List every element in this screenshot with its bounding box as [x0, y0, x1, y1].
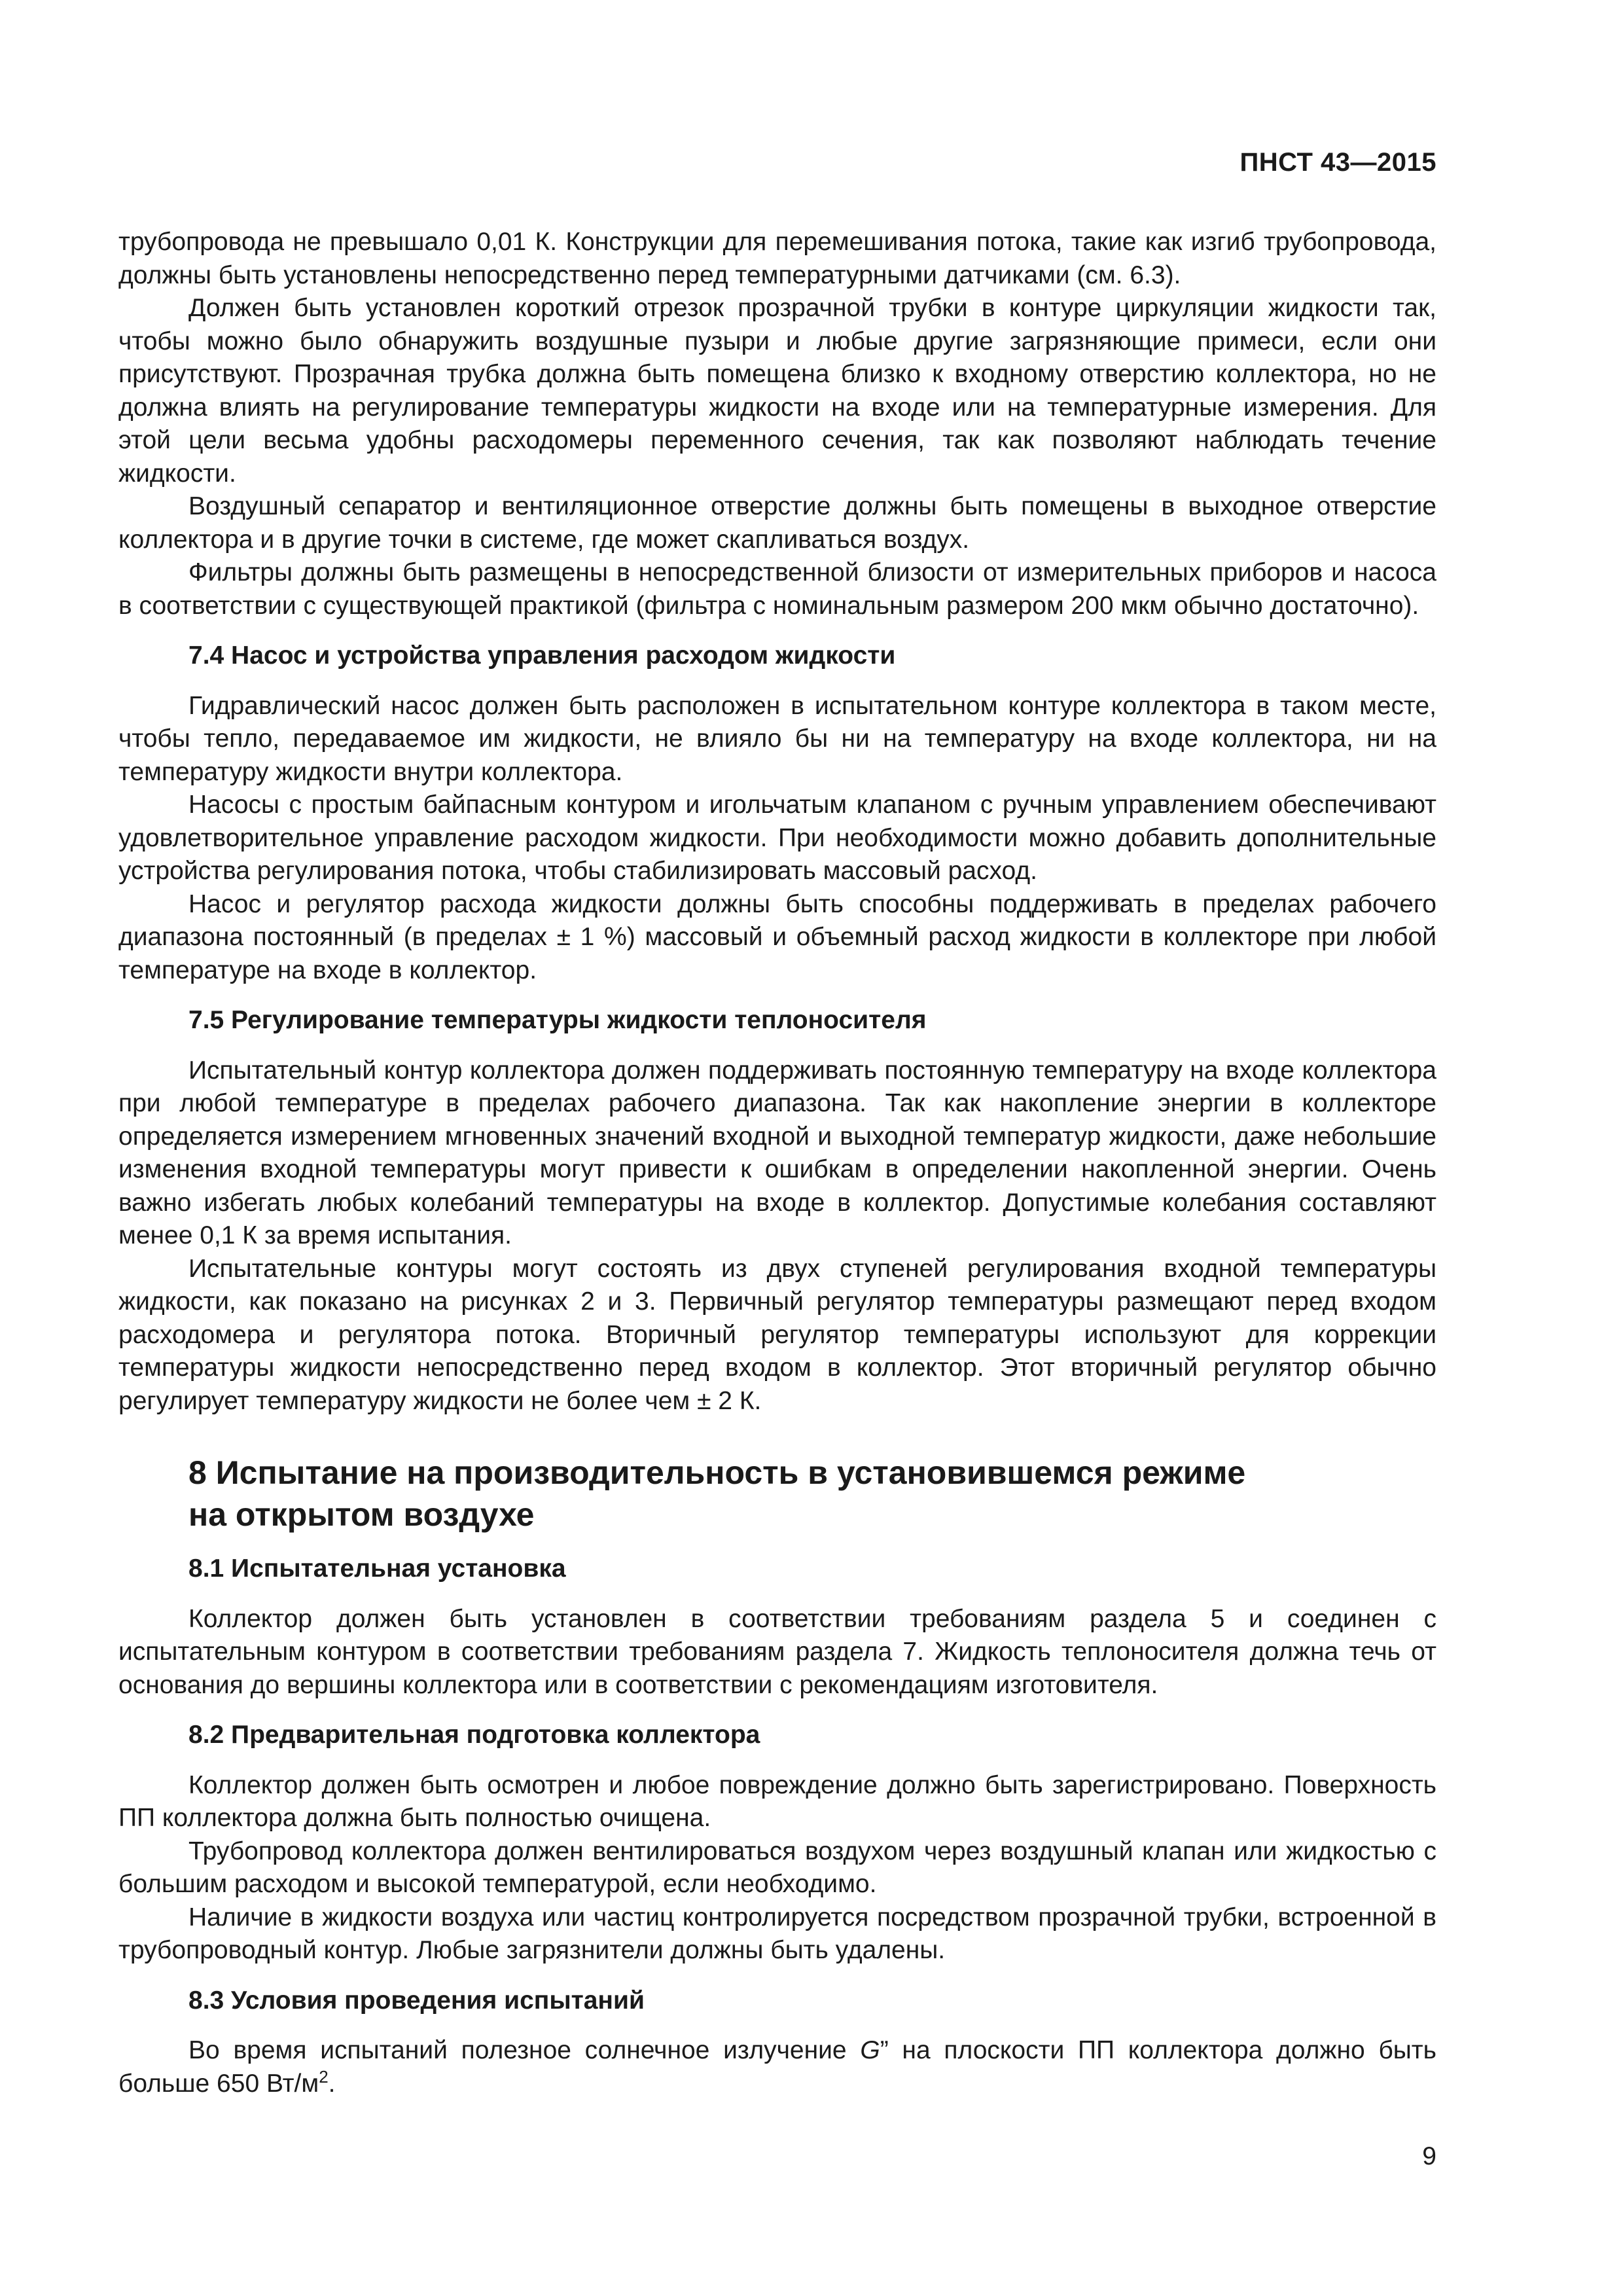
- paragraph: Гидравлический насос должен быть расположен в испытательном контуре коллектора в таком месте, чтобы тепло, передаваемое им жидкости, не влияло бы ни на температуру на входе коллектора, ни на температуру жидкости внутри коллектора.: [118, 691, 1436, 786]
- paragraph-text: ” на плоскости ПП коллектора должно быть больше 650 Вт/м: [118, 2036, 1436, 2098]
- section-heading-8: [118, 1452, 1380, 1535]
- paragraph: [118, 2034, 1436, 2100]
- paragraph: Насос и регулятор расхода жидкости должны быть способны поддерживать в пределах рабочего диапазона постоянный (в пределах ± 1 %) массовый и объемный расход жидкости в коллекторе при любой температуре на входе в коллектор.: [118, 889, 1436, 984]
- superscript: 2: [319, 2066, 329, 2087]
- paragraph: Должен быть установлен короткий отрезок прозрачной трубки в контуре циркуляции жидкости так, чтобы можно было обнаружить воздушные пузыри и любые другие загрязняющие примеси, если они присутствуют. Прозрачная трубка должна быть помещена близко к входному отверстию коллектора, но не должна влиять на регулирование температуры жидкости на входе или на температурные измерения. Для этой цели весьма удобны расходомеры переменного сечения, так как позволяют наблюдать течение жидкости.: [118, 294, 1436, 488]
- paragraph: Коллектор должен быть осмотрен и любое повреждение должно быть зарегистрировано. Поверхность ПП коллектора должна быть полностью очищена.: [118, 1770, 1436, 1832]
- paragraph-text: .: [328, 2069, 336, 2098]
- section-heading-8-2: 8.2 Предварительная подготовка коллектора: [188, 1721, 760, 1749]
- section-heading-8-line1: 8 Испытание на производительность в установившемся режиме: [188, 1454, 1246, 1491]
- paragraph: Воздушный сепаратор и вентиляционное отверстие должны быть помещены в выходное отверстие коллектора и в другие точки в системе, где может скапливаться воздух.: [118, 492, 1436, 554]
- paragraph: Трубопровод коллектора должен вентилироваться воздухом через воздушный клапан или жидкостью с большим расходом и высокой температурой, если необходимо.: [118, 1837, 1436, 1898]
- paragraph-text: Во время испытаний полезное солнечное излучение: [188, 2036, 861, 2064]
- paragraph: Наличие в жидкости воздуха или частиц контролируется посредством прозрачной трубки, встроенной в трубопроводный контур. Любые загрязнители должны быть удалены.: [118, 1903, 1436, 1964]
- paragraph: Коллектор должен быть установлен в соответствии требованиям раздела 5 и соединен с испытательным контуром в соответствии требованиям раздела 7. Жидкость теплоносителя должна течь от основания до вершины коллектора или в соответствии с рекомендациям изготовителя.: [118, 1604, 1436, 1699]
- paragraph: Насосы с простым байпасным контуром и игольчатым клапаном с ручным управлением обеспечивают удовлетворительное управление расходом жидкости. При необходимости можно добавить дополнительные устройства регулирования потока, чтобы стабилизировать массовый расход.: [118, 791, 1436, 885]
- document-code: ПНСТ 43—2015: [1240, 148, 1436, 177]
- paragraph: Фильтры должны быть размещены в непосредственной близости от измерительных приборов и насоса в соответствии с существующей практикой (фильтра с номинальным размером 200 мкм обычно достаточно).: [118, 558, 1436, 620]
- section-heading-8-3: 8.3 Условия проведения испытаний: [188, 1986, 645, 2015]
- paragraph: трубопровода не превышало 0,01 К. Конструкции для перемешивания потока, такие как изгиб трубопровода, должны быть установлены непосредственно перед температурными датчиками (см. 6.3).: [118, 228, 1436, 289]
- section-heading-7-4: 7.4 Насос и устройства управления расходом жидкости: [188, 641, 896, 670]
- section-heading-8-line2: на открытом воздухе: [188, 1496, 535, 1533]
- irradiance-symbol: G: [860, 2036, 880, 2064]
- paragraph: Испытательные контуры могут состоять из двух ступеней регулирования входной температуры жидкости, как показано на рисунках 2 и 3. Первичный регулятор температуры размещают перед входом расходомера и регулятора потока. Вторичный регулятор температуры используют для коррекции температуры жидкости непосредственно перед входом в коллектор. Этот вторичный регулятор обычно регулирует температуру жидкости не более чем ± 2 К.: [118, 1254, 1436, 1415]
- document-body: [118, 226, 1436, 2100]
- paragraph: Испытательный контур коллектора должен поддерживать постоянную температуру на входе коллектора при любой температуре в пределах рабочего диапазона. Так как накопление энергии в коллекторе определяется измерением мгновенных значений входной и выходной температур жидкости, даже небольшие изменения входной температуры могут привести к ошибкам в определении накопленной энергии. Очень важно избегать любых колебаний температуры на входе в коллектор. Допустимые колебания составляют менее 0,1 К за время испытания.: [118, 1056, 1436, 1249]
- section-heading-8-1: 8.1 Испытательная установка: [188, 1554, 566, 1583]
- section-heading-7-5: 7.5 Регулирование температуры жидкости теплоносителя: [188, 1006, 927, 1034]
- page-number: 9: [1422, 2142, 1436, 2170]
